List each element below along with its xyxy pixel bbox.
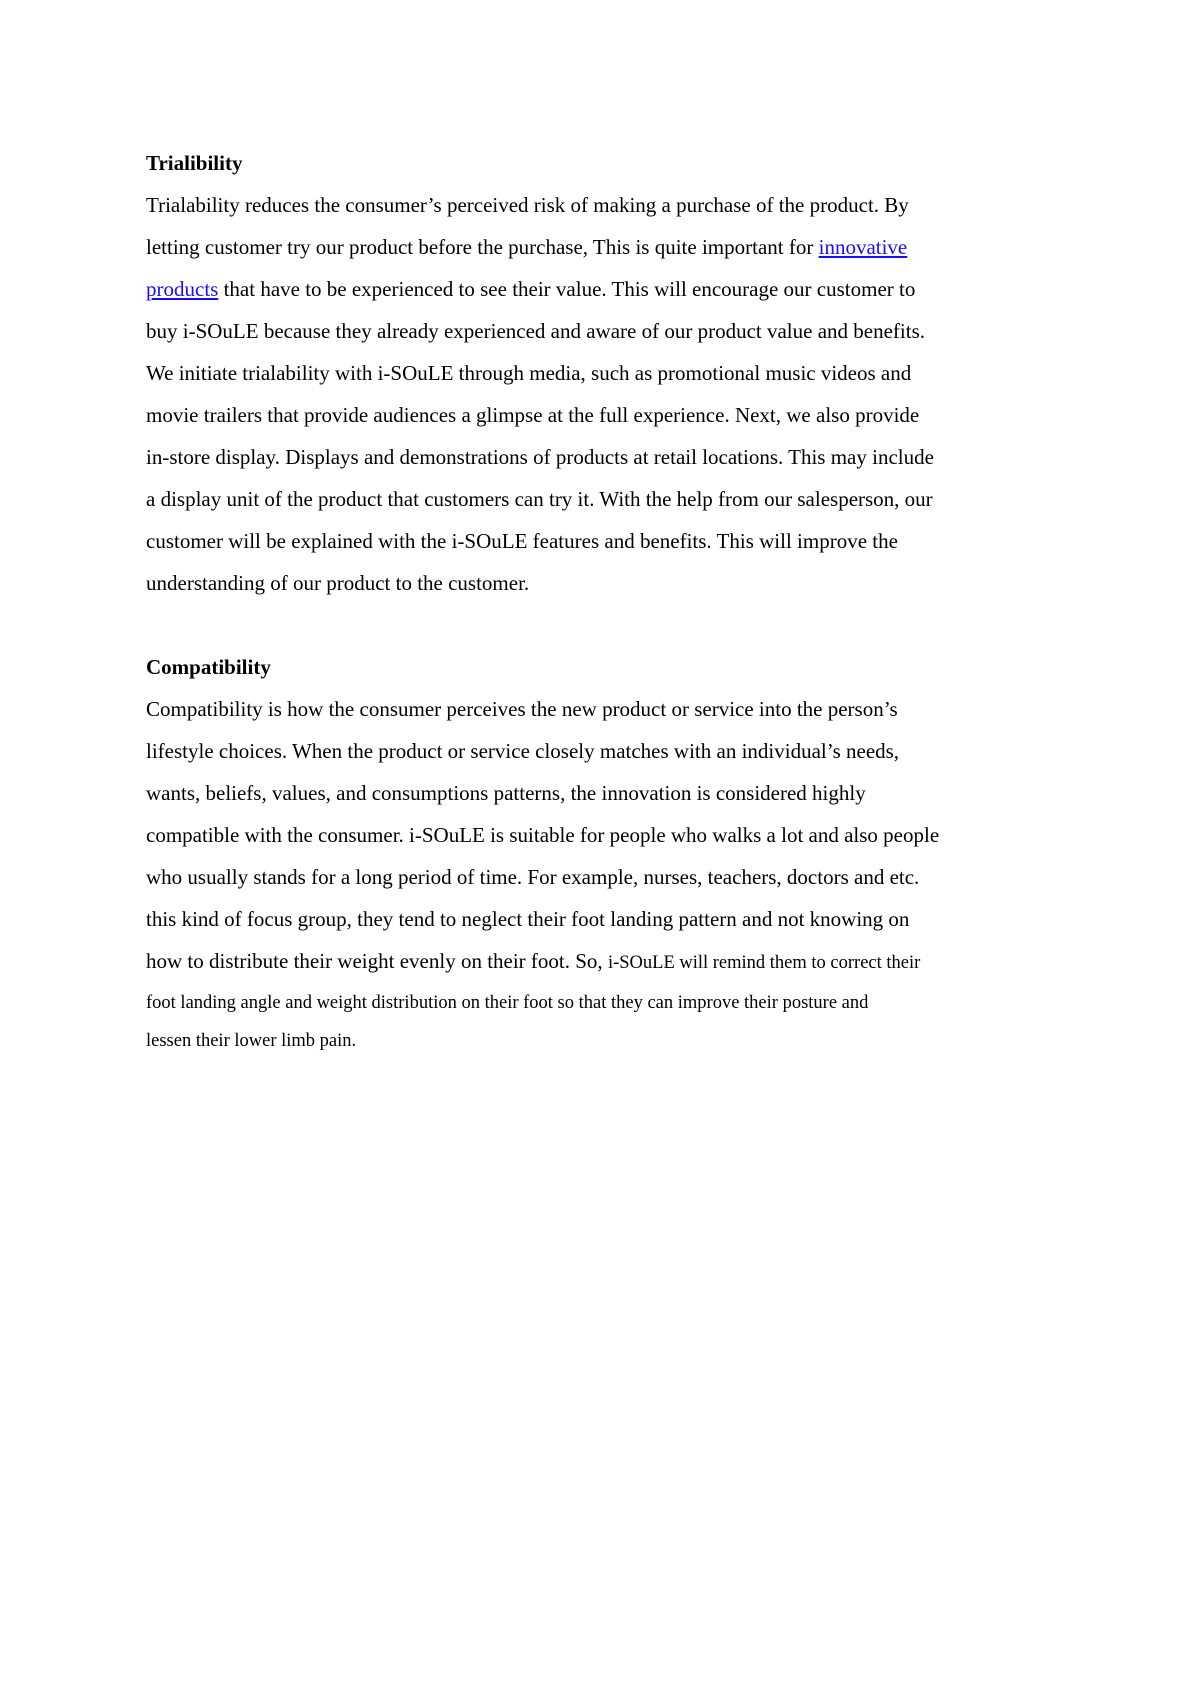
innovative-products-link-continued[interactable]: products [146,277,219,301]
section-paragraph-compatibility [146,688,1064,1060]
innovative-products-link[interactable]: innovative [818,235,908,259]
paragraph-line: this kind of focus group, they tend to neglect their foot landing pattern and not knowing on [146,907,910,931]
paragraph-line: a display unit of the product that customers can try it. With the help from our salesperson, our [146,487,933,511]
section-heading-compatibility: Compatibility [146,655,271,679]
paragraph-line: wants, beliefs, values, and consumptions patterns, the innovation is considered highly [146,781,866,805]
line-text-small: i-SOuLE will remind them to correct their [607,953,921,973]
paragraph-line [146,226,1064,268]
paragraph-line-small: foot landing angle and weight distribution on their foot so that they can improve their posture and [146,993,869,1013]
paragraph-line: customer will be explained with the i-SOuLE features and benefits. This will improve the [146,529,898,553]
paragraph-line: movie trailers that provide audiences a glimpse at the full experience. Next, we also provide [146,403,920,427]
paragraph-line: lifestyle choices. When the product or service closely matches with an individual’s needs, [146,739,900,763]
paragraph-line: in-store display. Displays and demonstrations of products at retail locations. This may include [146,445,934,469]
line-text: that have to be experienced to see their value. This will encourage our customer to [218,277,916,301]
paragraph-line: buy i-SOuLE because they already experienced and aware of our product value and benefits. [146,319,926,343]
section-paragraph-trialibility [146,184,1064,604]
paragraph-line: understanding of our product to the customer. [146,571,530,595]
line-text: how to distribute their weight evenly on their foot. So, [146,949,608,973]
paragraph-line-small: lessen their lower limb pain. [146,1031,357,1051]
line-text: letting customer try our product before the purchase, This is quite important for [146,235,819,259]
paragraph-line: Trialability reduces the consumer’s perceived risk of making a purchase of the product. By [146,193,909,217]
section-heading-trialibility: Trialibility [146,151,243,175]
document-body [146,142,1064,1060]
paragraph-line: compatible with the consumer. i-SOuLE is suitable for people who walks a lot and also people [146,823,940,847]
paragraph-line: We initiate trialability with i-SOuLE through media, such as promotional music videos and [146,361,912,385]
paragraph-line [146,268,1064,310]
paragraph-line: Compatibility is how the consumer perceives the new product or service into the person’s [146,697,898,721]
paragraph-line [146,940,1064,984]
section-spacer [146,604,1064,646]
paragraph-line: who usually stands for a long period of time. For example, nurses, teachers, doctors and etc. [146,865,920,889]
